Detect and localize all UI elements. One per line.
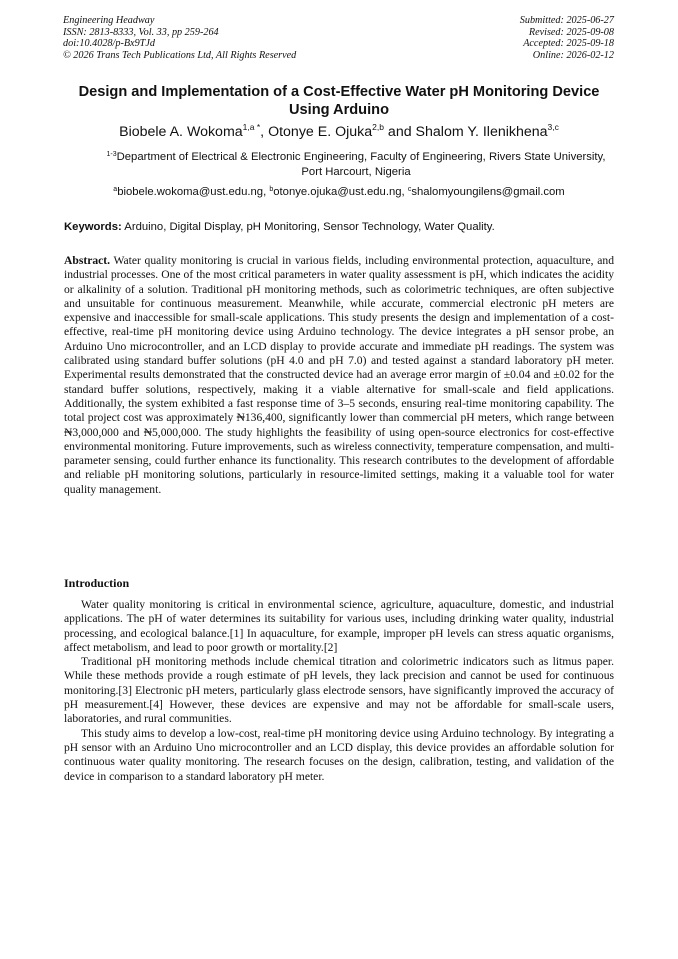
email-superscript: b xyxy=(269,186,274,193)
journal-name: Engineering Headway xyxy=(63,15,155,26)
copyright: © 2026 Trans Tech Publications Ltd, All Rights Reserved xyxy=(63,49,297,61)
abstract xyxy=(64,254,614,497)
author-superscript: 2,b xyxy=(372,122,384,132)
paper-title: Design and Implementation of a Cost-Effective Water pH Monitoring Device Using Arduino xyxy=(78,84,600,118)
affiliation-text: Department of Electrical & Electronic Engineering, Faculty of Engineering, Rivers State University, Port Harcourt, Nigeria xyxy=(116,151,606,178)
affiliation xyxy=(96,150,616,180)
introduction-body xyxy=(64,598,614,784)
section-heading-introduction: Introduction xyxy=(64,576,130,590)
author-list xyxy=(40,124,638,140)
submitted-date: Submitted: 2025-06-27 xyxy=(519,15,614,26)
doi: doi:10.4028/p-Bx9TJd xyxy=(63,38,155,50)
abstract-text: Water quality monitoring is crucial in various fields, including environmental protection, aquaculture, and industrial processes. One of the most critical parameters in water quality assessment is pH, which indicates the acidity or alkalinity of a solution. Traditional pH monitoring methods, such as colorimetric techniques, are often subjective and unsuitable for continuous measurement. Meanwhile, while accurate, commercial electronic pH meters are expensive and inaccessible for small-scale applications. This study presents the design and implementation of a cost-effective, real-time pH monitoring device using Arduino technology. The device integrates a pH sensor probe, an Arduino Uno microcontroller, and an LCD display to provide accurate and immediate pH readings. The system was calibrated using standard buffer solutions (pH 4.0 and pH 7.0) and tested against a standard laboratory pH meter. Experimental results demonstrated that the constructed device had an average error margin of ±0.04 and ±0.02 for the standard buffer solutions, respectively, making it a viable alternative for small-scale and field applications. Additionally, the system exhibited a fast response time of 3–5 seconds, ensuring real-time monitoring capability. The total project cost was approximately ₦136,400, significantly lower than commercial pH meters, which range between ₦3,000,000 and ₦5,000,000. The study highlights the feasibility of using open-source electronics for cost-effective environmental monitoring. Future improvements, such as wireless connectivity, temperature compensation, and multi-parameter sensing, could further enhance its functionality. This research contributes to the development of affordable and reliable pH monitoring solutions, particularly in resource-limited settings, making it a valuable tool for water quality management. xyxy=(64,254,614,496)
body-paragraph: This study aims to develop a low-cost, real-time pH monitoring device using Arduino technology. By integrating a pH sensor with an Arduino Uno microcontroller and an LCD display, this device provides an affordable solution for continuous water quality monitoring. The research focuses on the design, calibration, testing, and validation of the device in comparison to a standard laboratory pH meter. xyxy=(64,726,614,783)
email-link[interactable]: biobele.wokoma@ust.edu.ng xyxy=(117,186,264,198)
email-separator: , xyxy=(401,186,408,198)
journal-header-left xyxy=(63,15,296,61)
author-separator: , xyxy=(260,124,269,140)
journal-header-right xyxy=(520,15,614,61)
author-superscript: 1,a * xyxy=(242,122,261,132)
author-name: Biobele A. Wokoma xyxy=(119,124,243,140)
email-superscript: c xyxy=(407,186,412,193)
body-paragraph: Traditional pH monitoring methods include chemical titration and colorimetric indicators such as litmus paper. While these methods provide a rough estimate of pH levels, they lack precision and cannot be used for continuous monitoring.[3] Electronic pH meters, particularly glass electrode sensors, have significantly improved the accuracy of pH measurement.[4] However, these devices are expensive and may not be affordable for small-scale users, laboratories, and rural communities. xyxy=(64,655,614,726)
abstract-label: Abstract. xyxy=(64,254,111,267)
author-name: Otonye E. Ojuka xyxy=(268,124,373,140)
issn-volume: ISSN: 2813-8333, Vol. 33, pp 259-264 xyxy=(63,26,219,38)
email-superscript: a xyxy=(113,186,118,193)
keywords-label: Keywords: xyxy=(64,221,122,233)
author-superscript: 3,c xyxy=(547,122,559,132)
keywords xyxy=(64,221,616,233)
revised-date: Revised: 2025-09-08 xyxy=(528,26,614,38)
email-link[interactable]: shalomyoungilens@gmail.com xyxy=(411,186,565,198)
online-date: Online: 2026-02-12 xyxy=(532,49,614,61)
author-name: Shalom Y. Ilenikhena xyxy=(415,124,548,140)
author-emails xyxy=(40,186,638,198)
email-link[interactable]: otonye.ojuka@ust.edu.ng xyxy=(273,186,402,198)
affiliation-superscript: 1-3 xyxy=(106,151,117,158)
body-paragraph: Water quality monitoring is critical in environmental science, agriculture, aquaculture, domestic, and industrial applications. The pH of water determines its suitability for various uses, including drinking water quality, industrial processing, and ecological balance.[1] In aquaculture, for example, improper pH levels can stress aquatic organisms, affect metabolism, and lead to poor growth or mortality.[2] xyxy=(64,598,614,654)
email-separator: , xyxy=(263,186,270,198)
keywords-list: Arduino, Digital Display, pH Monitoring, Sensor Technology, Water Quality. xyxy=(124,221,495,233)
author-separator: and xyxy=(383,124,416,140)
accepted-date: Accepted: 2025-09-18 xyxy=(523,38,614,50)
